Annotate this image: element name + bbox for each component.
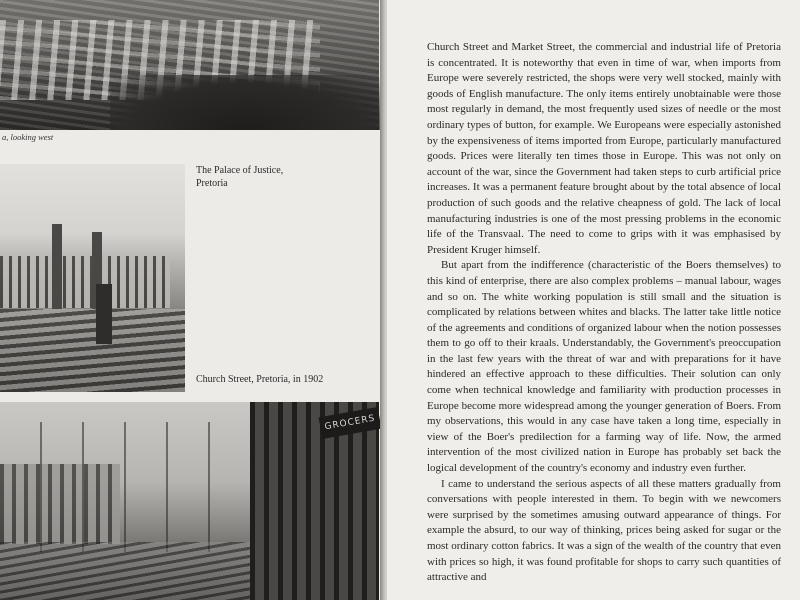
pretoria-panorama-photo [0, 0, 379, 130]
body-text [427, 40, 781, 586]
caption-palace-of-justice: The Palace of Justice, Pretoria [196, 165, 284, 189]
palace-of-justice-photo [0, 164, 185, 392]
paragraph-2: But apart from the indifference (characteristic of the Boers themselves) to this kind of enterprise, there are also complex problems – manual labour, wages and so on. The white working population is still small and the situation is complicated by relations between whites and blacks. The latter take little notice of the agreements and conditions of organized labour when the notion possesses them to go off to their kraals. Understandably, the Government's preoccupation in the last few years with the threat of war and with preparations for it have hindered an effective approach to these difficulties. Their solution can only come when technical knowledge and familiarity with production processes in Europe become more widespread among the younger generation of Boers. From my observations, this would in any case have taken a long time, especially in view of the Boer's predilection for a farming way of life. Now, the armed intervention of the most civilized nation in Europe has probably set back the logical development of the country's economy and industry even further. [427, 259, 781, 475]
caption-panorama: a, looking west [2, 132, 54, 142]
palace-tower-left [52, 224, 62, 309]
right-page [387, 0, 800, 600]
paragraph-1: Church Street and Market Street, the commercial and industrial life of Pretoria is concentrated. It is noteworthy that even in time of war, when imports from Europe were severely restricted, the shops were very well stocked, mainly with goods of English manufacture. The only items entirely unobtainable were those most regularly in demand, the most frequently used sizes of needle or the most ordinary types of button, for example. We Europeans were especially astonished by the expensiveness of items imported from Europe, particularly manufactured goods. Prices were literally ten times those in Europe. This was not only on account of the war, since the Government had taken steps to curb artificial price increases. It was a permanent feature brought about by the total absence of local production of such goods and the relative cheapness of gold. The lack of local manufacturing industries is one of the most pressing problems in the economic life of the Transvaal. The need to come to grips with it was emphasised by President Kruger himself. [427, 41, 781, 256]
telegraph-poles [0, 422, 240, 552]
grocers-sign: GROCERS [319, 407, 382, 439]
left-page [0, 0, 383, 600]
paragraph-3: I came to understand the serious aspects of all these matters gradually from conversations with people interested in them. To begin with we newcomers were surprised by the sometimes amusing outward appearance of things. For example the absurd, to our way of thinking, prices being asked for sugar or the most ordinary cotton fabrics. It was a sign of the wealth of the country that even with prices so high, it was found profitable for shops to carry such quantities of attractive and [427, 477, 781, 584]
square-ground [0, 309, 185, 392]
monument [96, 284, 112, 344]
palace-building [0, 256, 170, 308]
caption-church-street: Church Street, Pretoria, in 1902 [196, 374, 324, 385]
trees [110, 75, 380, 130]
